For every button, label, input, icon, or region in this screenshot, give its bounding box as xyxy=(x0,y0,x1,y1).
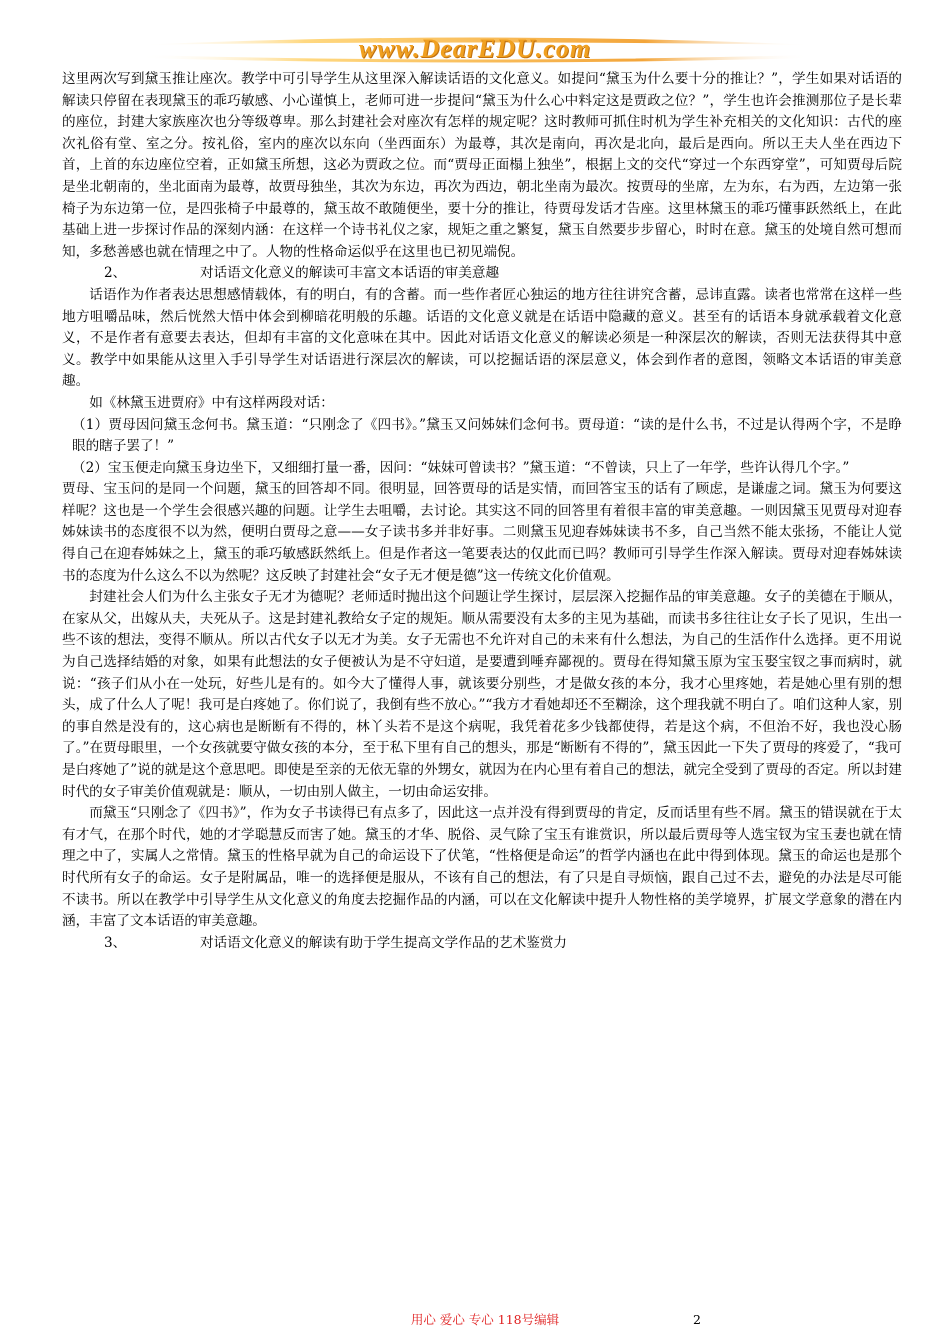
section-title: 对话语文化意义的解读可丰富文本话语的审美意趣 xyxy=(200,265,500,282)
site-brand[interactable]: www.DearEDU.com xyxy=(358,34,592,63)
document-body xyxy=(62,69,902,954)
paragraph: 如《林黛玉进贾府》中有这样两段对话： xyxy=(89,394,334,411)
paragraph: 而黛玉“只刚念了《四书》”，作为女子书读得已有点多了，因此这一点并没有得到贾母的肯定，反而话里有些不屑。黛玉的错误就在于太有才气，在那个时代，她的才学聪慧反而害了她。黛玉的才华、脱俗、灵气除了宝玉有谁赏识，所以最后贾母等人选宝钗为宝玉妻也就在情理之中了，实属人之常情。黛玉的性格早就为自己的命运设下了伏笔，“性格便是命运”的哲学内涵也在此中得到体现。黛玉的命运也是那个时代所有女子的命运。女子是附属品，唯一的选择便是服从，不该有自己的想法，有了只是自寻烦恼，跟自己过不去，避免的办法是尽可能不读书。所以在教学中引导学生从文化意义的角度去挖掘作品的内涵，可以在文化解读中提升人物性格的美学境界，扩展文学意象的潜在内涵，丰富了文本话语的审美意趣。 xyxy=(62,805,902,930)
dialogue-excerpt: （1）贾母因问黛玉念何书。黛玉道：“只刚念了《四书》。”黛玉又问姊妹们念何书。贾母道：“读的是什么书，不过是认得两个字，不是睁眼的瞎子罢了！” xyxy=(72,416,902,455)
page-number: 2 xyxy=(693,1312,701,1327)
page-header xyxy=(0,0,950,70)
section-number: 3、 xyxy=(104,934,127,951)
paragraph: 封建社会人们为什么主张女子无才为德呢？老师适时抛出这个问题让学生探讨，层层深入挖掘作品的审美意趣。女子的美德在于顺从，在家从父，出嫁从夫，夫死从子。这是封建礼教给女子定的规矩。顺从需要没有太多的主见为基础，而读书多往往让女子长了见识，生出一些不该的想法，变得不顺从。所以古代女子以无才为美。女子无需也不允许对自己的未来有什么想法，为自己的生活作什么选择。更不用说为自己选择结婚的对象，如果有此想法的女子便被认为是不守妇道，是要遭到唾弃鄙视的。贾母在得知黛玉原为宝玉娶宝钗之事而病时，就说：“孩子们从小在一处玩，好些儿是有的。如今大了懂得人事，就该要分别些，才是做女孩的本分，我才心里疼她，若是她心里有别的想头，成了什么人了呢！我可是白疼她了。你们说了，我倒有些不放心。”“我方才看她却还不至糊涂，这个理我就不明白了。咱们这种人家，别的事自然是没有的，这心病也是断断有不得的，林丫头若不是这个病呢，我凭着花多少钱都使得，若是这个病，不但治不好，我也没心肠了。”在贾母眼里，一个女孩就要守做女孩的本分，至于私下里有自己的想头，那是“断断有不得的”，黛玉因此一下失了贾母的疼爱了，“我可是白疼她了”说的就是这个意思吧。即使是至亲的无依无靠的外甥女，就因为在内心里有着自己的想法，就完全受到了贾母的否定。所以封建时代的女子审美价值观就是：顺从，一切由别人做主，一切由命运安排。 xyxy=(62,589,902,800)
section-number: 2、 xyxy=(104,265,127,282)
dialogue-excerpt: （2）宝玉便走向黛玉身边坐下，又细细打量一番，因问：“妹妹可曾读书？”黛玉道：“不曾读，只上了一年学，些许认得几个字。” xyxy=(72,459,850,476)
paragraph: 贾母、宝玉问的是同一个问题，黛玉的回答却不同。很明显，回答贾母的话是实情，而回答宝玉的话有了顾虑，是谦虚之词。黛玉为何要这样呢？这也是一个学生会很感兴趣的问题。让学生去咀嚼，去讨论。其实这不同的回答里有着很丰富的审美意趣。一则因黛玉见贾母对迎春姊妹读书的态度很不以为然，便明白贾母之意——女子读书多并非好事。二则黛玉见迎春姊妹读书不多，自己当然不能太张扬，不能让人觉得自己在迎春姊妹之上，黛玉的乖巧敏感跃然纸上。但是作者这一笔要表达的仅此而已吗？教师可引导学生作深入解读。贾母对迎春姊妹读书的态度为什么这么不以为然呢？这反映了封建社会“女子无才便是德”这一传统文化价值观。 xyxy=(62,481,902,584)
section-heading xyxy=(62,933,902,955)
paragraph: 这里两次写到黛玉推让座次。教学中可引导学生从这里深入解读话语的文化意义。如提问“黛玉为什么要十分的推让？”，学生如果对话语的解读只停留在表现黛玉的乖巧敏感、小心谨慎上，老师可进一步提问“黛玉为什么心中料定这是贾政之位？”，学生也许会推测那位子是长辈的座位，封建大家族座次也分等级尊卑。那么封建社会对座次有怎样的规定呢？这时教师可抓住时机为学生补充相关的文化知识：古代的座次礼俗有堂、室之分。按礼俗，室内的座次以东向（坐西面东）为最尊，其次是南向，再次是北向，最后是西向。所以王夫人坐在西边下首，上首的东边座位空着，正如黛玉所想，这必为贾政之位。而“贾母正面榻上独坐”，根据上文的交代“穿过一个东西穿堂”，可知贾母后院是坐北朝南的，坐北面南为最尊，故贾母独坐，其次为东边，再次为西边，朝北坐南为最次。按贾母的坐席，左为东，右为西，左边第一张椅子为东边第一位，是四张椅子中最尊的，黛玉故不敢随便坐，要十分的推让，待贾母发话才告座。这里林黛玉的乖巧懂事跃然纸上，在此基础上进一步探讨作品的深刻内涵：在这样一个诗书礼仪之家，规矩之重之繁复，黛玉自然要步步留心，时时在意。黛玉的处境自然可想而知，多愁善感也就在情理之中了。人物的性格命运似乎在这里也已初见端倪。 xyxy=(62,71,902,260)
footer-editor-note: 用心 爱心 专心 118号编辑 xyxy=(410,1312,560,1327)
section-title: 对话语文化意义的解读有助于学生提高文学作品的艺术鉴赏力 xyxy=(200,934,568,951)
paragraph: 话语作为作者表达思想感情载体，有的明白，有的含蓄。而一些作者匠心独运的地方往往讲究含蓄，忌讳直露。读者也常常在这样一些地方咀嚼品味，然后恍然大悟中体会到柳暗花明般的乐趣。话语的文化意义就是在话语中隐藏的意义。甚至有的话语本身就承载着文化意义，不是作者有意要去表达，但却有丰富的文化意味在其中。因此对话语文化意义的解读必须是一种深层次的解读，否则无法获得其中意义。教学中如果能从这里入手引导学生对话语进行深层次的解读，可以挖掘话语的深层意义，体会到作者的意图，领略文本话语的审美意趣。 xyxy=(62,286,902,390)
section-heading xyxy=(62,263,902,285)
page-footer xyxy=(0,1310,950,1330)
